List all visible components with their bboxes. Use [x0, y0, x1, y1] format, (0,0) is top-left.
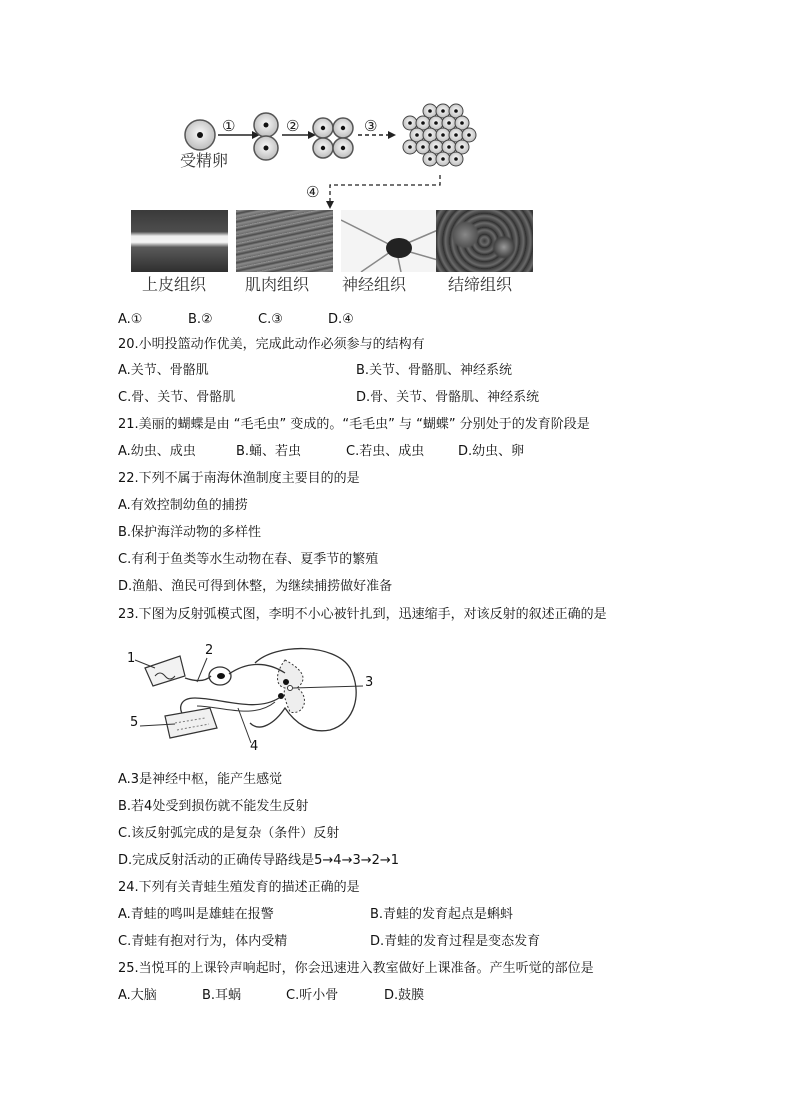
- q22-option-a[interactable]: A.有效控制幼鱼的捕捞: [118, 498, 248, 513]
- q25-option-d[interactable]: D.鼓膜: [384, 988, 425, 1003]
- q19-option-b[interactable]: B.②: [188, 312, 213, 327]
- q22-option-b[interactable]: B.保护海洋动物的多样性: [118, 525, 262, 540]
- q20-stem: 20.小明投篮动作优美，完成此动作必须参与的结构有: [118, 337, 425, 352]
- step-label-2: ②: [286, 117, 300, 135]
- q21-options: [118, 443, 524, 461]
- cell-mass: [403, 104, 476, 166]
- tissue-label-connective: 结缔组织: [448, 275, 513, 294]
- step-label-4: ④: [306, 183, 320, 201]
- two-cell-stage: [254, 113, 278, 160]
- q23-stem: 23.下图为反射弧模式图，李明不小心被针扎到，迅速缩手，对该反射的叙述正确的是: [118, 607, 607, 622]
- q23-option-b[interactable]: B.若4处受到损伤就不能发生反射: [118, 799, 309, 814]
- q21-option-d[interactable]: D.幼虫、卵: [458, 444, 525, 459]
- q25-option-c[interactable]: C.听小骨: [286, 988, 339, 1003]
- q20-option-d[interactable]: D.骨、关节、骨骼肌、神经系统: [356, 390, 540, 405]
- fertilized-egg-label: 受精卵: [180, 151, 229, 170]
- q21-option-b[interactable]: B.蛹、若虫: [236, 444, 302, 459]
- q20-option-c[interactable]: C.骨、关节、骨骼肌: [118, 390, 236, 405]
- q23-option-d[interactable]: D.完成反射活动的正确传导路线是5→4→3→2→1: [118, 853, 400, 868]
- tissue-label-epithelial: 上皮组织: [142, 275, 207, 294]
- q24-option-a[interactable]: A.青蛙的鸣叫是雄蛙在报警: [118, 907, 274, 922]
- q22-stem: 22.下列不属于南海休渔制度主要目的的是: [118, 471, 360, 486]
- q19-options: [118, 311, 354, 329]
- q20-option-a[interactable]: A.关节、骨骼肌: [118, 363, 209, 378]
- q22-option-c[interactable]: C.有利于鱼类等水生动物在春、夏季节的繁殖: [118, 552, 379, 567]
- q23-option-c[interactable]: C.该反射弧完成的是复杂（条件）反射: [118, 826, 340, 841]
- q24-stem: 24.下列有关青蛙生殖发育的描述正确的是: [118, 880, 360, 895]
- reflex-label-4: 4: [250, 739, 259, 754]
- connective-tissue-image: [436, 210, 533, 272]
- tissue-label-nerve: 神经组织: [342, 275, 407, 294]
- four-cell-stage: [313, 118, 353, 158]
- q19-option-c[interactable]: C.③: [258, 312, 283, 327]
- q25-options: [118, 987, 424, 1005]
- reflex-label-5: 5: [130, 715, 139, 730]
- q21-stem: 21.美丽的蝴蝶是由 “毛毛虫” 变成的。“毛毛虫” 与 “蝴蝶” 分别处于的发育阶段是: [118, 417, 590, 432]
- step-label-3: ③: [364, 117, 378, 135]
- reflex-arc-figure: [125, 638, 385, 756]
- q24-option-b[interactable]: B.青蛙的发育起点是蝌蚪: [370, 907, 514, 922]
- q19-option-d[interactable]: D.④: [328, 312, 354, 327]
- q24-option-d[interactable]: D.青蛙的发育过程是变态发育: [370, 934, 541, 949]
- q19-option-a[interactable]: A.①: [118, 312, 143, 327]
- reflex-label-1: 1: [127, 651, 136, 666]
- q25-option-b[interactable]: B.耳蜗: [202, 988, 242, 1003]
- muscle-tissue-image: [236, 210, 333, 272]
- q20-option-b[interactable]: B.关节、骨骼肌、神经系统: [356, 363, 513, 378]
- reflex-label-2: 2: [205, 643, 214, 658]
- q24-option-c[interactable]: C.青蛙有抱对行为，体内受精: [118, 934, 288, 949]
- nerve-tissue-image: [341, 210, 438, 272]
- q23-option-a[interactable]: A.3是神经中枢，能产生感觉: [118, 772, 283, 787]
- step-label-1: ①: [222, 117, 236, 135]
- q25-option-a[interactable]: A.大脑: [118, 988, 157, 1003]
- reflex-label-3: 3: [365, 675, 374, 690]
- arrow-4: [330, 175, 440, 203]
- q22-option-d[interactable]: D.渔船、渔民可得到休整，为继续捕捞做好准备: [118, 579, 393, 594]
- q25-stem: 25.当悦耳的上课铃声响起时，你会迅速进入教室做好上课准备。产生听觉的部位是: [118, 961, 594, 976]
- fertilized-egg: [185, 120, 215, 150]
- tissue-label-muscle: 肌肉组织: [245, 275, 310, 294]
- q21-option-c[interactable]: C.若虫、成虫: [346, 444, 425, 459]
- q21-option-a[interactable]: A.幼虫、成虫: [118, 444, 196, 459]
- epithelial-tissue-image: [131, 210, 228, 272]
